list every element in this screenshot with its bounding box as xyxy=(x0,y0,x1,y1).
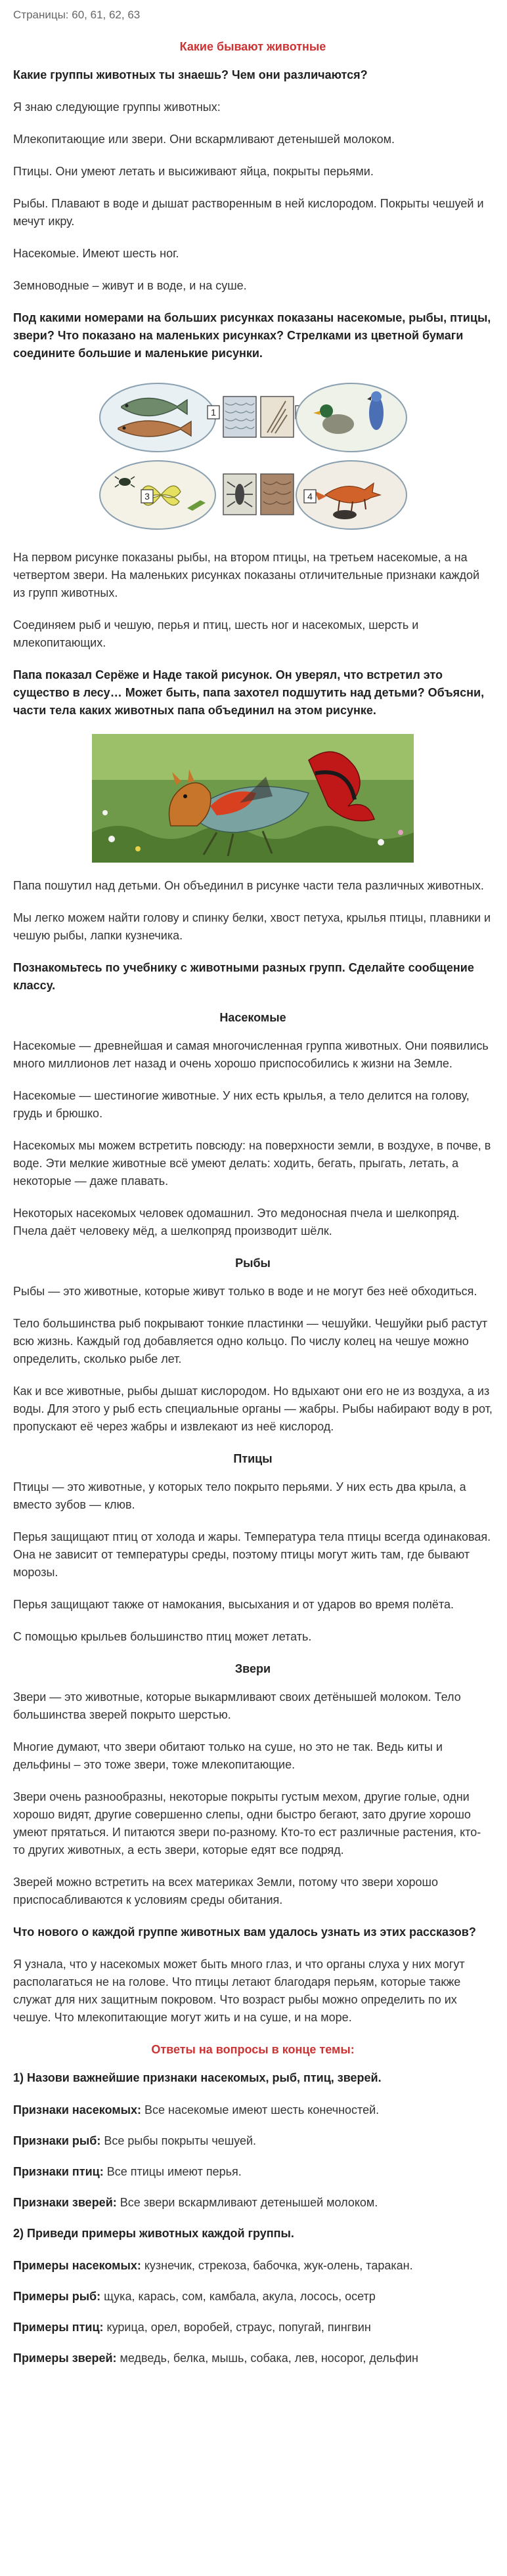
beasts-paragraph: Зверей можно встретить на всех материках Земли, потому что звери хорошо приспосабливаются к условиям среды обитания. xyxy=(13,1875,438,1906)
insects-paragraph: Насекомых мы можем встретить повсюду: на поверхности земли, в воздухе, в почве, в воде. Эти мелкие животные всё умеют делать: ходить, бегать, прыгать, летать, а некоторые — даже плавать. xyxy=(13,1138,491,1188)
insects-group-image xyxy=(100,461,215,529)
answer-label: Примеры птиц: xyxy=(13,2320,104,2334)
fantasy-creature-illustration xyxy=(92,734,414,863)
answer-item xyxy=(13,2163,493,2181)
birds-paragraph: Перья защищают птиц от холода и жары. Температура тела птицы всегда одинаковая. Она не зависит от температуры среды, поэтому птицы могут жить там, где бывают морозы. xyxy=(13,1530,491,1579)
answer-label: Признаки насекомых: xyxy=(13,2103,142,2116)
answers-heading: Ответы на вопросы в конце темы: xyxy=(151,2042,355,2056)
question-1: Какие группы животных ты знаешь? Чем они различаются? xyxy=(13,68,368,81)
answer-label: Признаки зверей: xyxy=(13,2195,117,2209)
answer-text: Все насекомые имеют шесть конечностей. xyxy=(141,2103,380,2116)
answer-text: медведь, белка, мышь, собака, лев, носорог, дельфин xyxy=(116,2351,418,2365)
scales-small-image xyxy=(208,397,256,437)
answer-paragraph: На первом рисунке показаны рыбы, на втором птицы, на третьем насекомые, а на четвертом звери. На маленьких рисунках показаны отличительные признаки каждой из групп животных. xyxy=(13,550,480,599)
birds-paragraph: С помощью крыльев большинство птиц может летать. xyxy=(13,1629,312,1643)
birds-paragraph: Птицы — это животные, у которых тело покрыто перьями. У них есть два крыла, а вместо зубов — клюв. xyxy=(13,1480,466,1511)
answer-label: Примеры рыб: xyxy=(13,2289,101,2303)
animal-groups-illustration xyxy=(95,377,410,534)
fish-paragraph: Рыбы — это животные, которые живут только в воде и не могут без неё обходиться. xyxy=(13,1284,477,1298)
answer-paragraph: Насекомые. Имеют шесть ног. xyxy=(13,246,179,260)
beasts-paragraph: Звери — это животные, которые выкармливают своих детёнышей молоком. Тело большинства зверей покрыто шерстью. xyxy=(13,1690,461,1721)
answer-paragraph: Рыбы. Плавают в воде и дышат растворенным в ней кислородом. Покрыты чешуей и мечут икру. xyxy=(13,196,484,228)
answer-paragraph: Я узнала, что у насекомых может быть много глаз, и что органы слуха у них могут располагаться не на голове. Что птицы летают благодаря перьям, которые также служат для них защитным покровом. Что возраст рыбы можно определить по их чешуе. Что млекопитающие могут жить и на суше, и на море. xyxy=(13,1957,465,2024)
answer-paragraph: Мы легко можем найти голову и спинку белки, хвост петуха, крылья птицы, плавники и чешую рыбы, лапки кузнечика. xyxy=(13,911,491,942)
answer-label: Примеры зверей: xyxy=(13,2351,117,2365)
question-2: Под какими номерами на больших рисунках показаны насекомые, рыбы, птицы, звери? Что показано на маленьких рисунках? Стрелками из цветной бумаги соедините большие и маленькие рисунки. xyxy=(13,311,491,360)
answer-item xyxy=(13,2132,493,2150)
answer-text: Все звери вскармливают детенышей молоком. xyxy=(116,2195,378,2209)
six-legs-small-image xyxy=(223,474,256,515)
fish-paragraph: Как и все животные, рыбы дышат кислородом. Но вдыхают они его не из воздуха, а из воды. Для этого у рыб есть специальные органы — жабры. Рыбы набирают воду в рот, пропускают её через жабры и извлекают из неё кислород. xyxy=(13,1384,493,1433)
answer-label: Признаки рыб: xyxy=(13,2134,101,2147)
answer-paragraph: Млекопитающие или звери. Они вскармливают детенышей молоком. xyxy=(13,132,395,146)
fur-small-image xyxy=(261,474,294,515)
heading-fish: Рыбы xyxy=(235,1256,271,1270)
answer-text: Все птицы имеют перья. xyxy=(103,2164,242,2178)
answer-paragraph: Я знаю следующие группы животных: xyxy=(13,100,221,114)
answer-label: Примеры насекомых: xyxy=(13,2258,141,2272)
birds-paragraph: Перья защищают также от намокания, высыхания и от ударов во время полёта. xyxy=(13,1597,454,1611)
figure-number-3: 3 xyxy=(144,490,150,502)
answer-item xyxy=(13,2194,493,2212)
answer-text: щука, карась, сом, камбала, акула, лосось, осетр xyxy=(100,2289,376,2303)
figure-number-4: 4 xyxy=(307,490,313,502)
answer-text: кузнечик, стрекоза, бабочка, жук-олень, таракан. xyxy=(141,2258,413,2272)
question-4: Познакомьтесь по учебнику с животными разных групп. Сделайте сообщение классу. xyxy=(13,960,474,992)
answer-paragraph: Папа пошутил над детьми. Он объединил в рисунке части тела различных животных. xyxy=(13,878,484,892)
answer-item xyxy=(13,2288,493,2306)
question-5: Что нового о каждой группе животных вам удалось узнать из этих рассказов? xyxy=(13,1925,476,1939)
insects-paragraph: Насекомые — древнейшая и самая многочисленная группа животных. Они появились много миллионов лет назад и очень хорошо приспособились к жизни на Земле. xyxy=(13,1039,489,1070)
answer-paragraph: Земноводные – живут и в воде, и на суше. xyxy=(13,278,247,292)
beasts-group-image xyxy=(296,461,407,529)
answers-question-2: 2) Приведи примеры животных каждой группы. xyxy=(13,2226,294,2240)
question-3: Папа показал Серёже и Наде такой рисунок. Он уверял, что встретил это существо в лесу… Может быть, папа захотел подшутить над детьми? Объясни, части тела каких животных папа объединил на этом рисунке. xyxy=(13,668,485,717)
answer-text: курица, орел, воробей, страус, попугай, пингвин xyxy=(103,2320,371,2334)
animal-groups-figure xyxy=(13,377,493,534)
insects-paragraph: Некоторых насекомых человек одомашнил. Это медоносная пчела и шелкопряд. Пчела даёт человеку мёд, а шелкопряд производит шёлк. xyxy=(13,1206,460,1237)
birds-group-image xyxy=(296,383,407,452)
insects-paragraph: Насекомые — шестиногие животные. У них есть крылья, а тело делится на голову, грудь и брюшко. xyxy=(13,1088,470,1120)
fantasy-creature-figure xyxy=(13,734,493,863)
figure-number-1: 1 xyxy=(211,406,216,418)
answer-item xyxy=(13,2350,493,2367)
answer-paragraph: Соединяем рыб и чешую, перья и птиц, шесть ног и насекомых, шерсть и млекопитающих. xyxy=(13,618,419,649)
beasts-paragraph: Многие думают, что звери обитают только на суше, но это не так. Ведь киты и дельфины – это тоже звери, тоже млекопитающие. xyxy=(13,1740,443,1771)
heading-birds: Птицы xyxy=(233,1451,273,1465)
heading-beasts: Звери xyxy=(234,1662,271,1675)
heading-insects: Насекомые xyxy=(219,1010,286,1024)
answers-question-1: 1) Назови важнейшие признаки насекомых, рыб, птиц, зверей. xyxy=(13,2071,382,2084)
fish-paragraph: Тело большинства рыб покрывают тонкие пластинки — чешуйки. Чешуйки рыб растут всю жизнь. Каждый год добавляется одно кольцо. По числу колец на чешуе можно определить, сколько рыбе лет. xyxy=(13,1316,488,1365)
answer-item xyxy=(13,2257,493,2275)
beasts-paragraph: Звери очень разнообразны, некоторые покрыты густым мехом, другие голые, одни хорошо видят, другие совершенно слепы, одни быстро бегают, зато другие хорошо умеют прятаться. И питаются звери по-разному. Кто-то ест различные растения, кто-то других животных, а есть звери, которые едят все подряд. xyxy=(13,1790,481,1857)
answer-item xyxy=(13,2101,493,2119)
answer-paragraph: Птицы. Они умеют летать и высиживают яйца, покрыты перьями. xyxy=(13,164,374,178)
page-title: Какие бывают животные xyxy=(179,39,326,53)
answer-label: Признаки птиц: xyxy=(13,2164,104,2178)
answer-text: Все рыбы покрыты чешуей. xyxy=(100,2134,257,2147)
pages-line: Страницы: 60, 61, 62, 63 xyxy=(13,9,141,21)
fish-group-image xyxy=(100,383,215,452)
answer-item xyxy=(13,2319,493,2336)
